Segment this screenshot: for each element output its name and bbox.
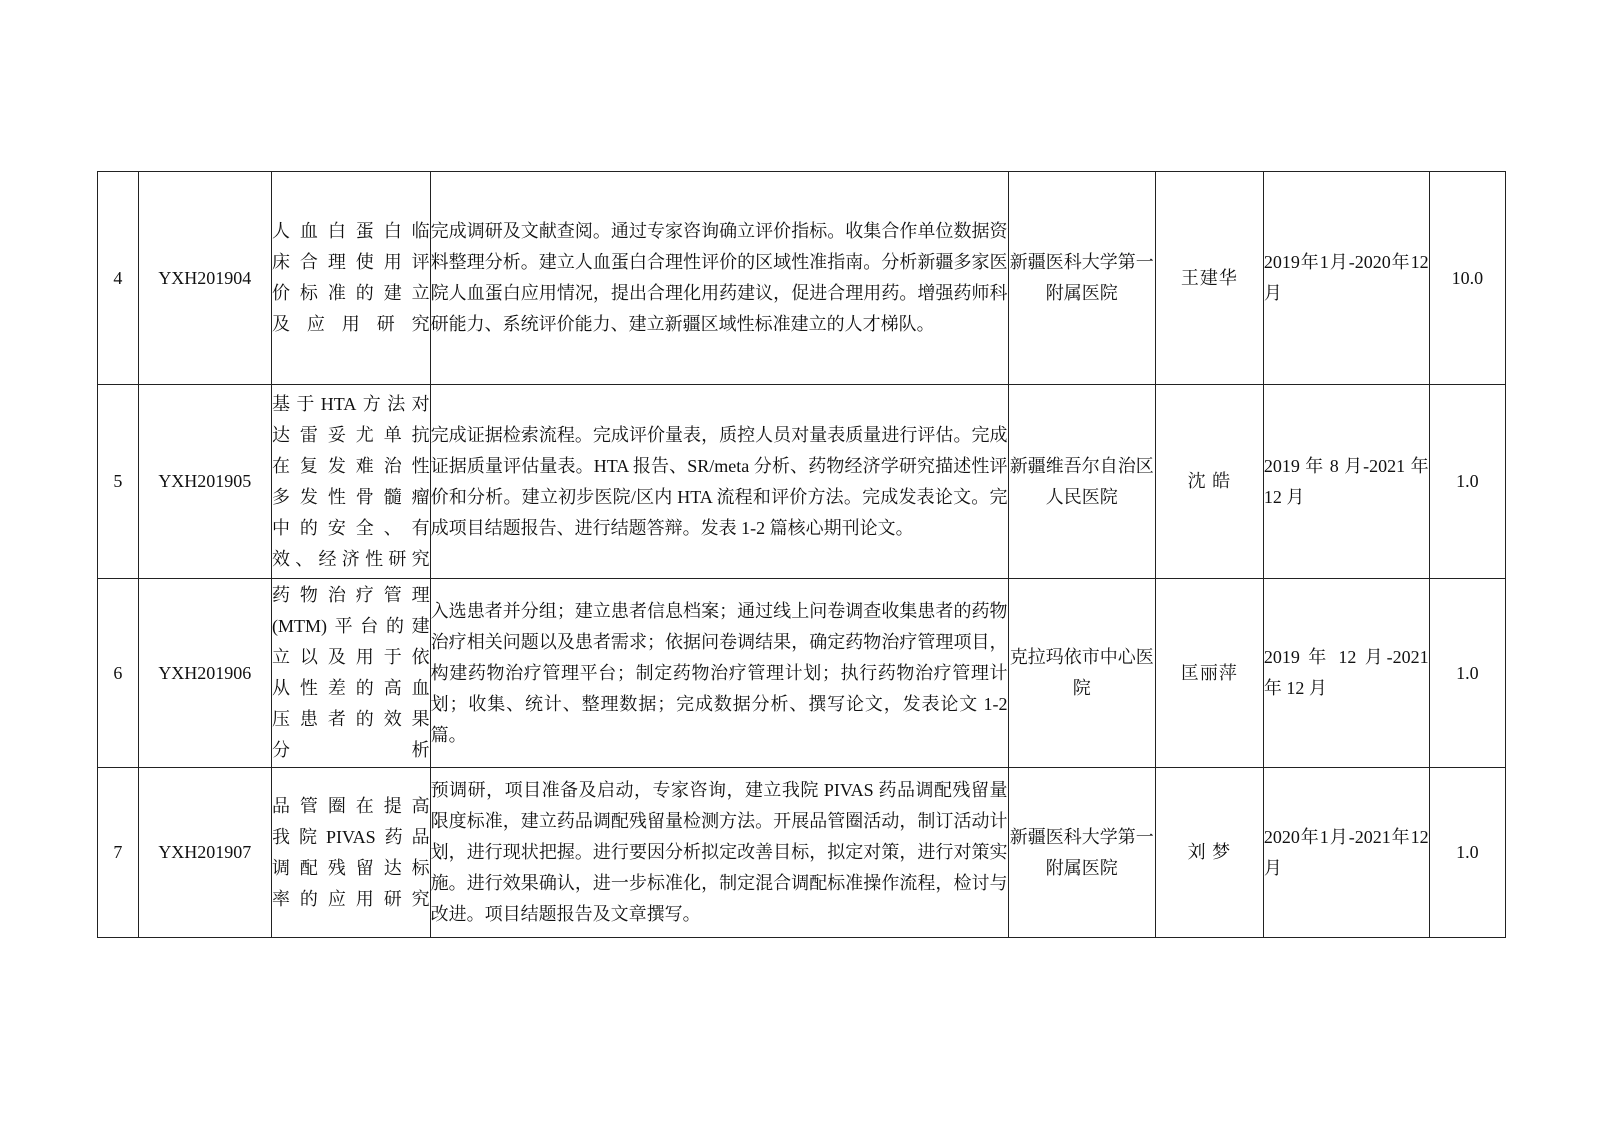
- project-title-line: 及应用研究: [271, 314, 430, 334]
- principal-investigator: 刘 梦: [1156, 768, 1264, 938]
- project-period: 2019年1月-2020年12月: [1263, 172, 1429, 385]
- project-title-line: 人血白蛋白临: [271, 221, 430, 241]
- table-row: [98, 768, 1506, 938]
- organization: 克拉玛依市中心医院: [1008, 579, 1156, 768]
- funding-amount: 1.0: [1429, 768, 1505, 938]
- project-content: 完成调研及文献查阅。通过专家咨询确立评价指标。收集合作单位数据资料整理分析。建立人血蛋白合理性评价的区域性准指南。分析新疆多家医院人血蛋白应用情况，提出合理化用药建议，促进合理用药。增强药师科研能力、系统评价能力、建立新疆区域性标准建立的人才梯队。: [430, 172, 1008, 385]
- project-title-line: (MTM)平台的建: [271, 616, 430, 636]
- project-title-line: 品管圈在提高: [271, 795, 430, 816]
- project-title-line: 达雷妥尤单抗: [271, 424, 430, 445]
- project-content: 预调研，项目准备及启动，专家咨询，建立我院 PIVAS 药品调配残留量限度标准，建立药品调配残留量检测方法。开展品管圈活动，制订活动计划，进行现状把握。进行要因分析拟定改善目标，拟定对策，进行对策实施。进行效果确认，进一步标准化，制定混合调配标准操作流程，检讨与改进。项目结题报告及文章撰写。: [430, 768, 1008, 938]
- row-number: 7: [98, 768, 139, 938]
- project-title-line: 在复发难治性: [271, 455, 430, 476]
- project-title: [271, 768, 430, 938]
- funding-amount: 1.0: [1429, 579, 1505, 768]
- principal-investigator: 沈 皓: [1156, 385, 1264, 579]
- organization: 新疆医科大学第一附属医院: [1008, 172, 1156, 385]
- table-row: [98, 385, 1506, 579]
- project-title-line: 床合理使用评: [271, 252, 430, 272]
- organization: 新疆医科大学第一附属医院: [1008, 768, 1156, 938]
- project-period: 2019 年 8 月-2021 年 12 月: [1263, 385, 1429, 579]
- project-title-line: 多发性骨髓瘤: [271, 486, 430, 507]
- project-title: [271, 385, 430, 579]
- funding-amount: 1.0: [1429, 385, 1505, 579]
- organization: 新疆维吾尔自治区人民医院: [1008, 385, 1156, 579]
- project-title-line: 率的应用研究: [271, 888, 430, 909]
- project-period: 2019 年 12 月-2021 年 12 月: [1263, 579, 1429, 768]
- project-title-line: 调配残留达标: [271, 857, 430, 878]
- project-title-line: 价标准的建立: [271, 283, 430, 303]
- row-number: 6: [98, 579, 139, 768]
- row-number: 5: [98, 385, 139, 579]
- project-code: YXH201906: [138, 579, 271, 768]
- principal-investigator: 匡丽萍: [1156, 579, 1264, 768]
- table-row: [98, 172, 1506, 385]
- principal-investigator: 王建华: [1156, 172, 1264, 385]
- project-title-line: 药物治疗管理: [271, 585, 430, 605]
- project-title: [271, 579, 430, 768]
- table-body: [98, 172, 1506, 938]
- project-code: YXH201905: [138, 385, 271, 579]
- project-code: YXH201907: [138, 768, 271, 938]
- row-number: 4: [98, 172, 139, 385]
- project-title-line: 压患者的效果: [271, 709, 430, 729]
- project-table: [97, 171, 1506, 938]
- project-title-line: 我院PIVAS药品: [271, 826, 430, 847]
- project-title-line: 效、经济性研究: [271, 548, 430, 569]
- project-title-line: 立以及用于依: [271, 647, 430, 667]
- project-period: 2020年1月-2021年12月: [1263, 768, 1429, 938]
- project-title-line: 基于HTA方法对: [271, 393, 430, 414]
- project-title-line: 分析: [271, 740, 430, 760]
- project-title-line: 中的安全、有: [271, 517, 430, 538]
- project-title-line: 从性差的高血: [271, 678, 430, 698]
- project-content: 入选患者并分组；建立患者信息档案；通过线上问卷调查收集患者的药物治疗相关问题以及患者需求；依据问卷调结果，确定药物治疗管理项目，构建药物治疗管理平台；制定药物治疗管理计划；执行药物治疗管理计划；收集、统计、整理数据；完成数据分析、撰写论文，发表论文 1-2 篇。: [430, 579, 1008, 768]
- project-code: YXH201904: [138, 172, 271, 385]
- funding-amount: 10.0: [1429, 172, 1505, 385]
- project-content: 完成证据检索流程。完成评价量表，质控人员对量表质量进行评估。完成证据质量评估量表。HTA 报告、SR/meta 分析、药物经济学研究描述性评价和分析。建立初步医院/区内 HTA 流程和评价方法。完成发表论文。完成项目结题报告、进行结题答辩。发表 1-2 篇核心期刊论文。: [430, 385, 1008, 579]
- project-title: [271, 172, 430, 385]
- table-row: [98, 579, 1506, 768]
